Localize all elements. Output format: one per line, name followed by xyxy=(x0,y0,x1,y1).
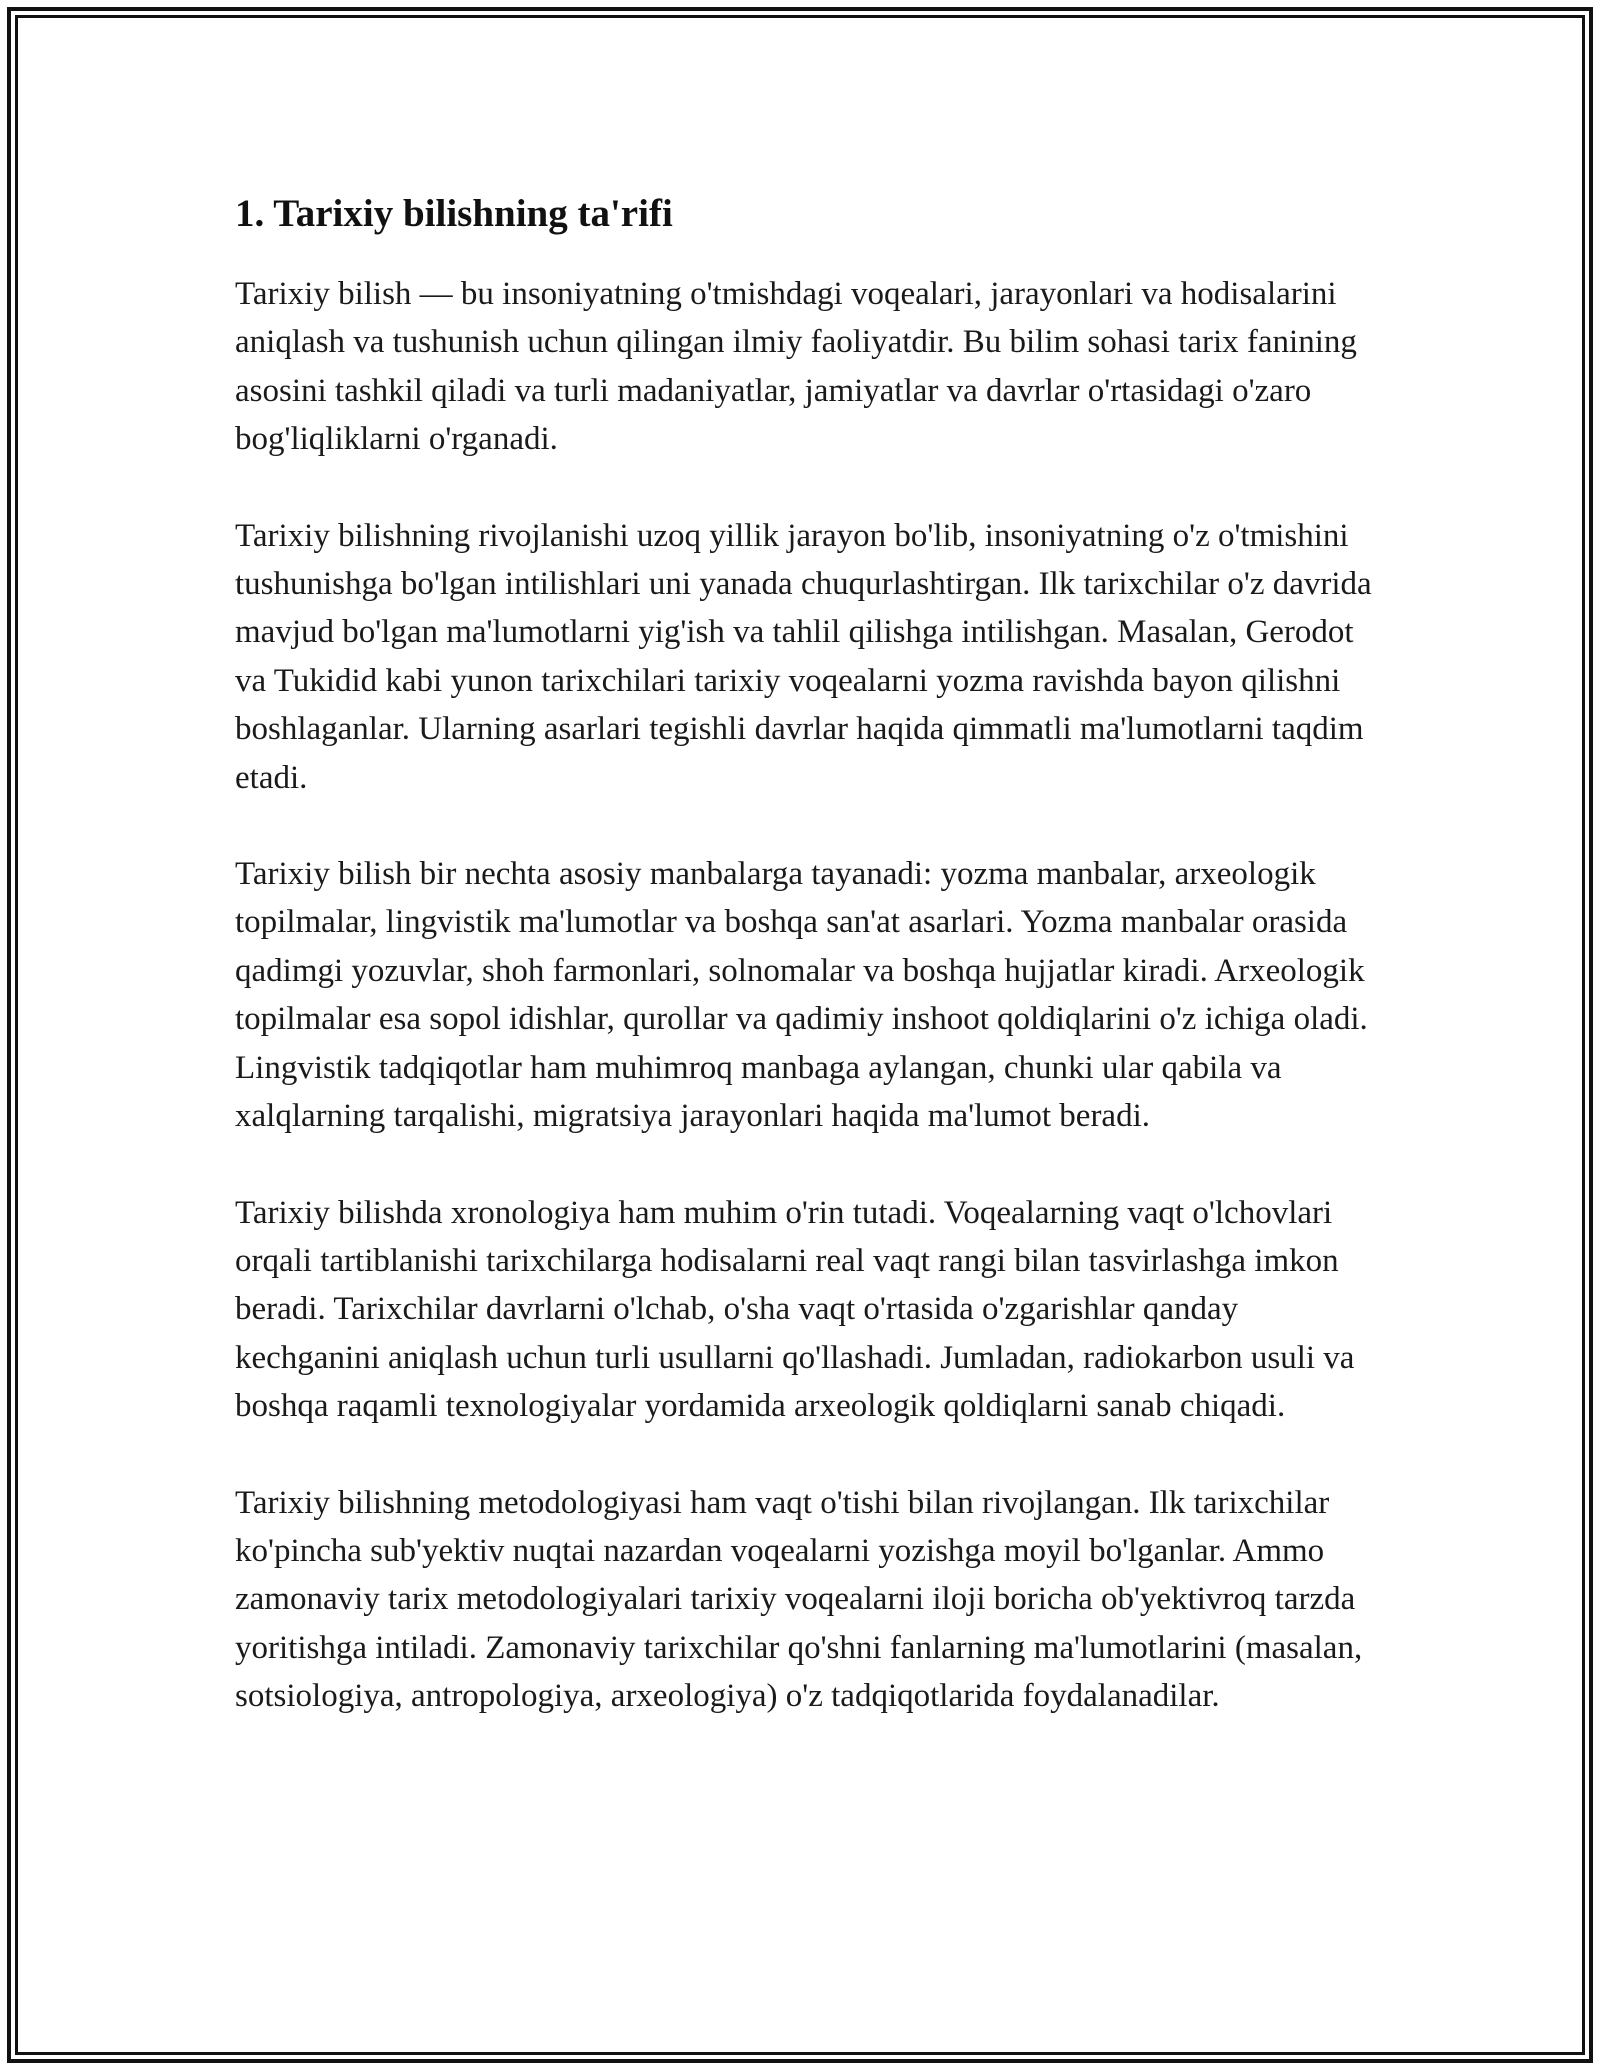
paragraph-sources: Tarixiy bilish bir nechta asosiy manbalarga tayanadi: yozma manbalar, arxeologik topilmalar, lingvistik ma'lumotlar va boshqa san'at asarlari. Yozma manbalar orasida qadimgi yozuvlar, shoh farmonlari, solnomalar va boshqa hujjatlar kiradi. Arxeologik topilmalar esa sopol idishlar, qurollar va qadimiy inshoot qoldiqlarini o'z ichiga oladi. Lingvistik tadqiqotlar ham muhimroq manbaga aylangan, chunki ular qabila va xalqlarning tarqalishi, migratsiya jarayonlari haqida ma'lumot beradi. xyxy=(235,856,1368,1135)
paragraph-development: Tarixiy bilishning rivojlanishi uzoq yillik jarayon bo'lib, insoniyatning o'z o'tmishini tushunishga bo'lgan intilishlari uni yanada chuqurlashtirgan. Ilk tarixchilar o'z davrida mavjud bo'lgan ma'lumotlarni yig'ish va tahlil qilishga intilishgan. Masalan, Gerodot va Tukidid kabi yunon tarixchilari tarixiy voqealarni yozma ravishda bayon qilishni boshlaganlar. Ularning asarlari tegishli davrlar haqida qimmatli ma'lumotlarni taqdim etadi. xyxy=(235,517,1372,796)
paragraph-chronology: Tarixiy bilishda xronologiya ham muhim o'rin tutadi. Voqealarning vaqt o'lchovlari orqali tartiblanishi tarixchilarga hodisalarni real vaqt rangi bilan tasvirlashga imkon beradi. Tarixchilar davrlarni o'lchab, o'sha vaqt o'rtasida o'zgarishlar qanday kechganini aniqlash uchun turli usullarni qo'llashadi. Jumladan, radiokarbon usuli va boshqa raqamli texnologiyalar yordamida arxeologik qoldiqlarni sanab chiqadi. xyxy=(235,1194,1355,1425)
paragraph-definition: Tarixiy bilish — bu insoniyatning o'tmishdagi voqealari, jarayonlari va hodisalarini aniqlash va tushunish uchun qilingan ilmiy faoliyatdir. Bu bilim sohasi tarix fanining asosini tashkil qiladi va turli madaniyatlar, jamiyatlar va davrlar o'rtasidagi o'zaro bog'liqliklarni o'rganadi. xyxy=(235,276,1357,458)
paragraph-methodology: Tarixiy bilishning metodologiyasi ham vaqt o'tishi bilan rivojlangan. Ilk tarixchilar ko'pincha sub'yektiv nuqtai nazardan voqealarni yozishga moyil bo'lganlar. Ammo zamonaviy tarix metodologiyalari tarixiy voqealarni iloji boricha ob'yektivroq tarzda yoritishga intiladi. Zamonaviy tarixchilar qo'shni fanlarning ma'lumotlarini (masalan, sotsiologiya, antropologiya, arxeologiya) o'z tadqiqotlarida foydalanadilar. xyxy=(235,1484,1363,1715)
section-heading: 1. Tarixiy bilishning ta'rifi xyxy=(235,192,673,235)
document-body xyxy=(235,186,1385,1769)
